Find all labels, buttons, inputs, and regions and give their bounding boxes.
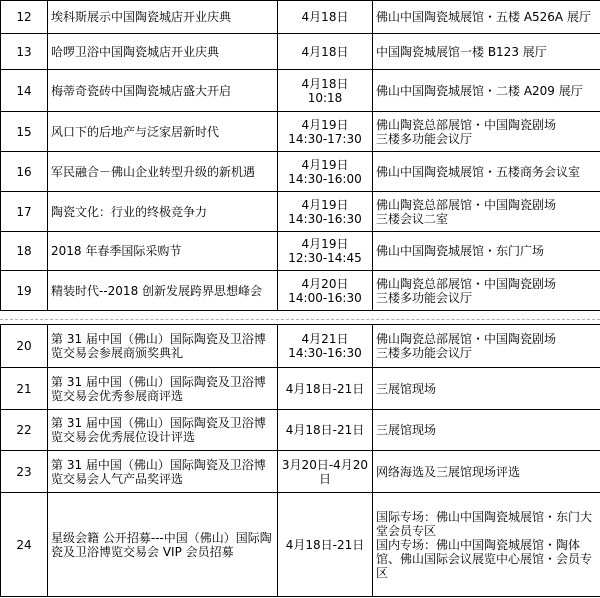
event-venue: 中国陶瓷城展馆一楼 B123 展厅	[373, 34, 600, 70]
event-name: 军民融合－佛山企业转型升级的新机遇	[48, 152, 278, 192]
event-time: 4月19日 12:30-14:45	[278, 232, 373, 271]
event-name: 风口下的后地产与泛家居新时代	[48, 112, 278, 152]
table-row	[1, 368, 600, 410]
event-venue: 佛山陶瓷总部展馆・中国陶瓷剧场 三楼多功能会议厅	[373, 325, 600, 368]
row-number: 12	[1, 1, 48, 34]
event-venue: 国际专场：佛山中国陶瓷城展馆・东门大堂会员专区 国内专场：佛山中国陶瓷城展馆・陶体馆、佛山国际会议展览中心展馆・会员专区	[373, 493, 600, 597]
table-row	[1, 70, 600, 112]
event-time: 4月18日-21日	[278, 368, 373, 410]
row-number: 19	[1, 271, 48, 311]
event-time: 4月18日-21日	[278, 410, 373, 451]
events-table-page-2	[0, 324, 600, 597]
event-time: 4月18日-21日	[278, 493, 373, 597]
event-name: 2018 年春季国际采购节	[48, 232, 278, 271]
event-time: 4月18日	[278, 34, 373, 70]
event-time: 4月19日 14:30-17:30	[278, 112, 373, 152]
event-name: 埃科斯展示中国陶瓷城店开业庆典	[48, 1, 278, 34]
event-venue: 网络海选及三展馆现场评选	[373, 451, 600, 493]
event-venue: 佛山中国陶瓷城展馆・五楼 A526A 展厅	[373, 1, 600, 34]
event-time: 4月19日 14:30-16:00	[278, 152, 373, 192]
table-row	[1, 192, 600, 232]
page-break-gap	[0, 316, 600, 324]
table-row	[1, 451, 600, 493]
event-name: 精装时代--2018 创新发展跨界思想峰会	[48, 271, 278, 311]
table-row	[1, 271, 600, 311]
row-number: 18	[1, 232, 48, 271]
table-row	[1, 232, 600, 271]
event-time: 3月20日-4月20日	[278, 451, 373, 493]
event-time: 4月18日	[278, 1, 373, 34]
event-name: 第 31 届中国（佛山）国际陶瓷及卫浴博览交易会优秀参展商评选	[48, 368, 278, 410]
row-number: 13	[1, 34, 48, 70]
event-venue: 佛山陶瓷总部展馆・中国陶瓷剧场 三楼多功能会议厅	[373, 112, 600, 152]
row-number: 17	[1, 192, 48, 232]
event-time: 4月19日 14:30-16:30	[278, 192, 373, 232]
row-number: 16	[1, 152, 48, 192]
table-row	[1, 112, 600, 152]
table-row	[1, 34, 600, 70]
event-venue: 佛山陶瓷总部展馆・中国陶瓷剧场 三楼多功能会议厅	[373, 271, 600, 311]
event-name: 第 31 届中国（佛山）国际陶瓷及卫浴博览交易会参展商颁奖典礼	[48, 325, 278, 368]
event-name: 哈啰卫浴中国陶瓷城店开业庆典	[48, 34, 278, 70]
row-number: 24	[1, 493, 48, 597]
event-name: 梅蒂奇瓷砖中国陶瓷城店盛大开启	[48, 70, 278, 112]
table-row	[1, 325, 600, 368]
row-number: 14	[1, 70, 48, 112]
table-row	[1, 493, 600, 597]
row-number: 23	[1, 451, 48, 493]
table-row	[1, 1, 600, 34]
table-row	[1, 410, 600, 451]
event-venue: 佛山中国陶瓷城展馆・二楼 A209 展厅	[373, 70, 600, 112]
event-time: 4月18日 10:18	[278, 70, 373, 112]
row-number: 20	[1, 325, 48, 368]
table-row	[1, 152, 600, 192]
event-time: 4月21日 14:30-16:30	[278, 325, 373, 368]
event-venue: 佛山中国陶瓷城展馆・五楼商务会议室	[373, 152, 600, 192]
row-number: 22	[1, 410, 48, 451]
event-venue: 佛山中国陶瓷城展馆・东门广场	[373, 232, 600, 271]
event-time: 4月20日 14:00-16:30	[278, 271, 373, 311]
event-venue: 三展馆现场	[373, 368, 600, 410]
row-number: 15	[1, 112, 48, 152]
row-number: 21	[1, 368, 48, 410]
event-name: 星级会籍 公开招募---中国（佛山）国际陶瓷及卫浴博览交易会 VIP 会员招募	[48, 493, 278, 597]
page-break-divider	[0, 319, 600, 320]
event-venue: 佛山陶瓷总部展馆・中国陶瓷剧场 三楼会议二室	[373, 192, 600, 232]
event-venue: 三展馆现场	[373, 410, 600, 451]
event-name: 第 31 届中国（佛山）国际陶瓷及卫浴博览交易会人气产品奖评选	[48, 451, 278, 493]
event-name: 第 31 届中国（佛山）国际陶瓷及卫浴博览交易会优秀展位设计评选	[48, 410, 278, 451]
event-name: 陶瓷文化：行业的终极竞争力	[48, 192, 278, 232]
